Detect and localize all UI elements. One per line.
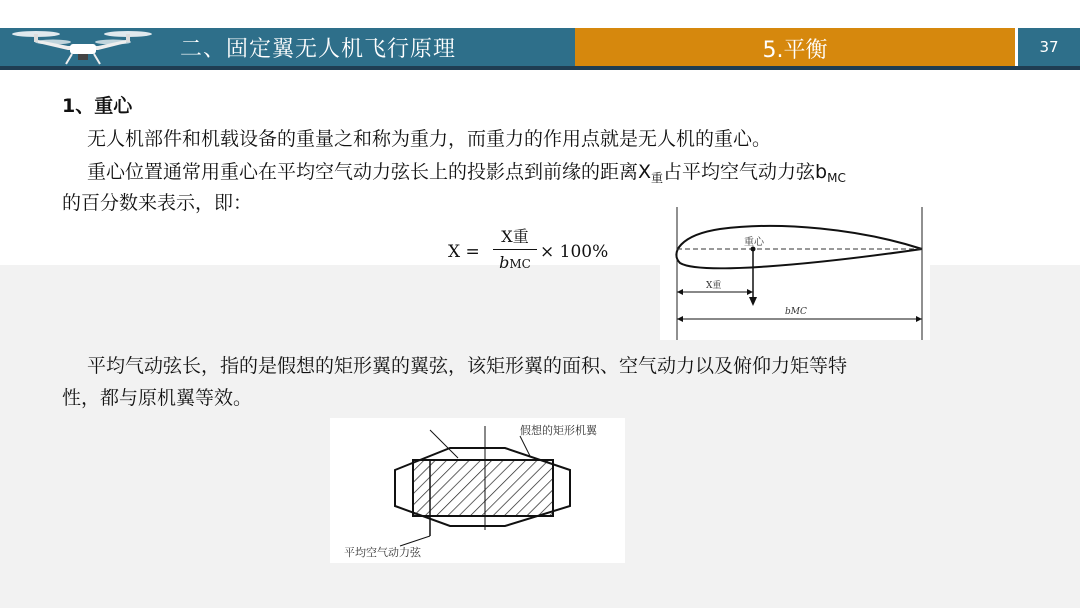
- denominator-var: b: [499, 253, 510, 272]
- fraction-bar: [493, 249, 537, 250]
- leader-line: [400, 536, 430, 546]
- mac-label: 平均空气动力弦: [344, 546, 421, 559]
- formula-denominator: [493, 253, 537, 272]
- hatched-rectangle: [413, 460, 553, 516]
- section-heading: 1、重心: [62, 95, 133, 117]
- header-section-title: 5.平衡: [762, 38, 828, 63]
- arrowhead: [747, 289, 753, 295]
- weight-arrowhead: [749, 297, 757, 306]
- formula-numerator: X重: [501, 227, 529, 246]
- header-title: 二、固定翼无人机飞行原理: [180, 37, 457, 62]
- subscript: MC: [827, 171, 846, 185]
- airfoil-shape: [676, 226, 922, 268]
- arrowhead: [677, 289, 683, 295]
- mean-aerodynamic-chord-figure: [330, 418, 625, 563]
- x-label: X重: [706, 281, 722, 291]
- paragraph-gravity: 无人机部件和机载设备的重量之和称为重力，而重力的作用点就是无人机的重心。: [87, 128, 772, 150]
- formula-fraction: [493, 224, 537, 272]
- airfoil-cg-figure: [660, 207, 930, 340]
- paragraph-mac: 平均气动弦长，指的是假想的矩形翼的翼弦，该矩形翼的面积、空气动力以及俯仰力矩等特: [87, 355, 848, 377]
- slide-header: [0, 28, 1080, 72]
- subscript: 重: [651, 171, 664, 185]
- paragraph-cg-definition-cont: 的百分数来表示，即：: [62, 192, 253, 214]
- paragraph-text: 重心位置通常用重心在平均空气动力弦长上的投影点到前缘的距离X: [87, 161, 652, 183]
- formula-rhs: × 100%: [540, 242, 609, 262]
- page-number: 37: [1039, 38, 1059, 56]
- rect-wing-label: 假想的矩形机翼: [520, 424, 597, 437]
- paragraph-text: 占平均空气动力弦b: [663, 161, 828, 183]
- arrowhead: [677, 316, 683, 322]
- formula-lhs: X =: [448, 242, 480, 262]
- airfoil-diagram: [660, 207, 930, 340]
- rectangular-wing-diagram: [330, 418, 625, 563]
- cg-label: 重心: [744, 237, 764, 248]
- header-underline: [0, 66, 1080, 70]
- b-label: bMC: [785, 307, 807, 317]
- arrowhead: [916, 316, 922, 322]
- paragraph-mac-cont: 性，都与原机翼等效。: [62, 387, 253, 409]
- denominator-sub: MC: [509, 257, 531, 271]
- drone-logo-icon: [8, 24, 158, 68]
